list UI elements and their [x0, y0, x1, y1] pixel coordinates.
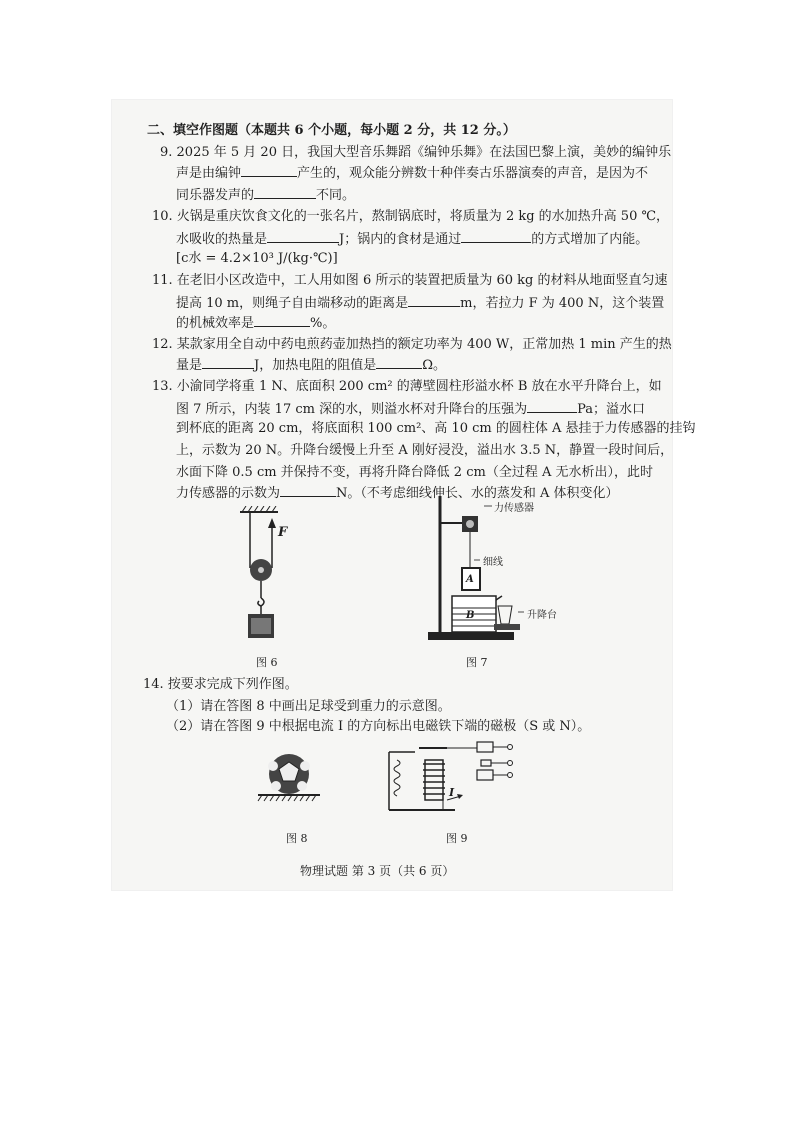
sensor-apparatus-diagram [424, 496, 554, 646]
q13-text: Pa；溢水口 [577, 402, 646, 417]
q13-text: N。（不考虑细线伸长、水的蒸发和 A 体积变化） [336, 486, 619, 501]
q12-line2 [176, 356, 446, 375]
q9-text: 不同。 [316, 188, 356, 203]
b-label: B [466, 610, 475, 621]
fig6-caption: 图 6 [256, 656, 278, 669]
q11-line2 [176, 294, 664, 313]
q12-text: J，加热电阻的阻值是 [254, 358, 377, 373]
a-label: A [466, 574, 474, 585]
q14-line2: （1）请在答图 8 中画出足球受到重力的示意图。 [166, 699, 451, 714]
fig9-caption: 图 9 [446, 832, 468, 845]
electromagnet-diagram [385, 738, 525, 816]
q12-text: Ω。 [422, 358, 447, 373]
q11-line1: 11. 在老旧小区改造中，工人用如图 6 所示的装置把质量为 60 kg 的材料从地面竖直匀速 [152, 273, 668, 288]
answer-blank[interactable] [254, 186, 316, 199]
q11-text: %。 [310, 316, 336, 331]
answer-blank[interactable] [376, 356, 422, 369]
q9-line2 [176, 164, 648, 183]
answer-blank[interactable] [254, 314, 310, 327]
answer-blank[interactable] [241, 164, 297, 177]
q12-text: 量是 [176, 358, 203, 373]
q10-text: J；锅内的食材是通过 [339, 232, 462, 247]
q9-text: 同乐器发声的 [176, 188, 255, 203]
q10-line1: 10. 火锅是重庆饮食文化的一张名片，熬制锅底时，将质量为 2 kg 的水加热升高 50 ℃， [152, 209, 670, 224]
q10-text: 的方式增加了内能。 [531, 232, 649, 247]
q14-line3: （2）请在答图 9 中根据电流 I 的方向标出电磁铁下端的磁极（S 或 N）。 [166, 719, 591, 734]
q13-line2 [176, 400, 645, 419]
q12-line1: 12. 某款家用全自动中药电煎药壶加热挡的额定功率为 400 W，正常加热 1 min 产生的热 [152, 337, 672, 352]
q11-text: m，若拉力 F 为 400 N，这个装置 [460, 296, 665, 311]
answer-blank[interactable] [280, 484, 336, 497]
sensor-label: 力传感器 [494, 503, 534, 514]
answer-blank[interactable] [202, 356, 254, 369]
q9-text: 声是由编钟 [176, 166, 242, 181]
answer-blank[interactable] [267, 230, 339, 243]
q13-line4: 上，示数为 20 N。升降台缓慢上升至 A 刚好浸没，溢出水 3.5 N，静置一段时间后， [176, 443, 674, 458]
q13-line3: 到杯底的距离 20 cm，将底面积 100 cm²、高 10 cm 的圆柱体 A 悬挂于力传感器的挂钩 [176, 421, 696, 436]
page-footer: 物理试题 第 3 页（共 6 页） [300, 864, 455, 878]
q11-text: 的机械效率是 [176, 316, 255, 331]
section-title: 二、填空作图题（本题共 6 个小题，每小题 2 分，共 12 分。） [147, 123, 516, 138]
thread-label: 细线 [483, 557, 503, 568]
platform-label: 升降台 [527, 610, 557, 621]
football-diagram [254, 748, 324, 808]
fig8-caption: 图 8 [286, 832, 308, 845]
q14-line1: 14. 按要求完成下列作图。 [143, 677, 298, 692]
answer-blank[interactable] [527, 400, 577, 413]
q10-line2 [176, 230, 648, 249]
q9-text: 产生的，观众能分辨数十种伴奏古乐器演奏的声音，是因为不 [297, 166, 649, 181]
q11-text: 提高 10 m，则绳子自由端移动的距离是 [176, 296, 409, 311]
q10-line3: [c水 = 4.2×10³ J/(kg·℃)] [176, 251, 338, 266]
q13-line5: 水面下降 0.5 cm 并保持不变，再将升降台降低 2 cm（全过程 A 无水析出），此时 [176, 465, 653, 480]
q11-line3 [176, 314, 335, 333]
fig7-caption: 图 7 [466, 656, 488, 669]
q13-text: 力传感器的示数为 [176, 486, 281, 501]
q9-line3 [176, 186, 355, 205]
answer-blank[interactable] [461, 230, 531, 243]
q13-text: 图 7 所示，内装 17 cm 深的水，则溢水杯对升降台的压强为 [176, 402, 528, 417]
force-label: F [278, 525, 288, 540]
current-label: I [449, 786, 455, 799]
q13-line1: 13. 小渝同学将重 1 N、底面积 200 cm² 的薄壁圆柱形溢水杯 B 放在水平升降台上，如 [152, 379, 662, 394]
q10-text: 水吸收的热量是 [176, 232, 268, 247]
answer-blank[interactable] [408, 294, 460, 307]
pulley-diagram [232, 506, 302, 646]
q9-line1: 9. 2025 年 5 月 20 日，我国大型音乐舞蹈《编钟乐舞》在法国巴黎上演，美妙的编钟乐 [160, 145, 672, 160]
